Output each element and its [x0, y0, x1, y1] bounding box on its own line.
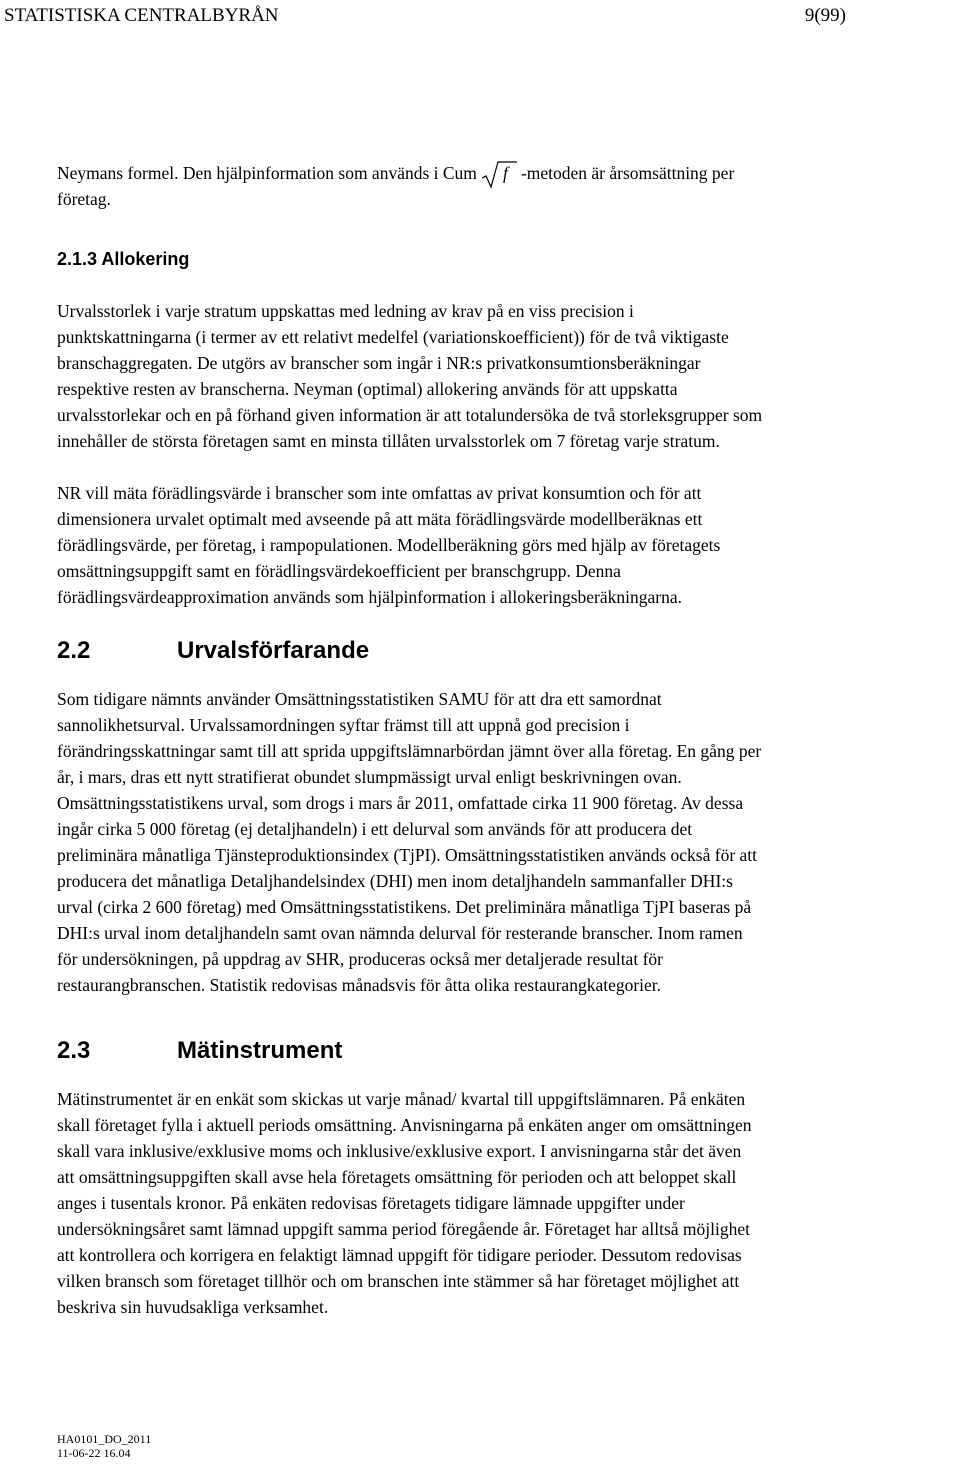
- intro-line-2: företag.: [57, 189, 111, 209]
- section-number: 2.2: [57, 637, 91, 664]
- text-line: urval (cirka 2 600 företag) med Omsättningsstatistikens. Det preliminära månatliga TjPI baseras på: [57, 897, 752, 917]
- text-fragment: De utgörs av branscher som ingår i NR:s privatkonsumtionsberäkningar: [196, 353, 701, 373]
- section-number: 2.3: [57, 1037, 91, 1064]
- text-line: NR vill mäta förädlingsvärde i branscher som inte omfattas av privat konsumtion och för att: [57, 483, 702, 503]
- text-line: Som tidigare nämnts använder Omsättningsstatistiken SAMU för att dra ett samordnat: [57, 689, 662, 709]
- heading-2-3: [57, 1036, 957, 1066]
- text-line: skall företaget fylla i aktuell periods omsättning. Anvisningarna på enkäten anger om omsättningen: [57, 1115, 752, 1135]
- text-line: ingår cirka 5 000 företag (ej detaljhandeln) i ett delurval som används för att producera det: [57, 819, 693, 839]
- text-line: Mätinstrumentet är en enkät som skickas ut varje månad/ kvartal till uppgiftslämnaren. På enkäten: [57, 1089, 746, 1109]
- document-id: HA0101_DO_2011: [57, 1432, 152, 1446]
- allokering-paragraph-2: [57, 480, 957, 610]
- text-line: år, i mars, dras ett nytt stratifierat obundet slumpmässigt urval enligt beskrivningen ovan.: [57, 767, 682, 787]
- organization-name: STATISTISKA CENTRALBYRÅN: [4, 5, 279, 26]
- text-line: Omsättningsstatistikens urval, som drogs i mars år 2011, omfattade cirka 11 900 företag. Av dessa: [57, 793, 744, 813]
- section-title: Mätinstrument: [177, 1037, 343, 1064]
- text-line: vilken bransch som företaget tillhör och om branschen inte stämmer så har företaget möjlighet att: [57, 1271, 740, 1291]
- section-title: Urvalsförfarande: [177, 637, 370, 664]
- text-line: dimensionera urvalet optimalt med avseende på att mäta förädlingsvärde modellberäknas ett: [57, 509, 703, 529]
- print-timestamp: 11-06-22 16.04: [57, 1446, 131, 1460]
- intro-text-after: -metoden är årsomsättning per: [520, 163, 735, 183]
- text-line: punktskattningarna (i termer av ett relativt medelfel (variationskoefficient)) för de två viktigaste: [57, 327, 729, 347]
- text-line: anges i tusentals kronor. På enkäten redovisas företagets tidigare lämnade uppgifter under: [57, 1193, 685, 1213]
- text-line: innehåller de största företagen samt en minsta tillåten urvalsstorlek om 7 företag varje stratum.: [57, 431, 720, 451]
- heading-2-1-3: 2.1.3 Allokering: [57, 249, 190, 269]
- text-line: förändringsskattningar samt till att sprida uppgiftslämnarbördan jämnt över alla företag. En gång per: [57, 741, 762, 761]
- heading-2-2: [57, 636, 957, 666]
- text-fragment: Neyman (optimal) allokering används för att uppskatta: [293, 379, 678, 399]
- text-line: restaurangbranschen. Statistik redovisas månadsvis för åtta olika restaurangkategorier.: [57, 975, 662, 995]
- text-fragment: branschaggregaten.: [57, 353, 193, 373]
- text-line: urvalsstorlekar och en på förhand given information är att totalundersöka de två storleksgrupper som: [57, 405, 763, 425]
- text-line: att kontrollera och korrigera en felaktigt lämnad uppgift för tidigare perioder. Dessutom redovisas: [57, 1245, 742, 1265]
- text-line: att omsättningsuppgiften skall avse hela företagets omsättning för perioden och att beloppet skall: [57, 1167, 737, 1187]
- page-footer: [57, 1432, 151, 1460]
- page-header: [4, 3, 846, 29]
- math-f: f: [502, 163, 508, 183]
- allokering-paragraph-1: [57, 298, 957, 454]
- text-line: undersökningsåret samt lämnad uppgift samma period föregående år. Företaget har alltså möjlighet: [57, 1219, 750, 1239]
- matinstrument-paragraph: [57, 1086, 957, 1320]
- text-line: preliminära månatliga Tjänsteproduktionsindex (TjPI). Omsättningsstatistiken används också för att: [57, 845, 758, 865]
- page-number: 9(99): [804, 5, 846, 26]
- sqrt-f-symbol: [489, 160, 517, 186]
- text-line: [57, 376, 957, 402]
- text-line: för undersökningen, på uppdrag av SHR, produceras också mer detaljerade resultat för: [57, 949, 663, 969]
- text-line: omsättningsuppgift samt en förädlingsvärdekoefficient per branschgrupp. Denna: [57, 561, 621, 581]
- text-line: DHI:s urval inom detaljhandeln samt ovan nämnda delurval för resterande branscher. Inom ramen: [57, 923, 743, 943]
- text-fragment: respektive resten av branscherna.: [57, 379, 290, 399]
- text-line: förädlingsvärdeapproximation används som hjälpinformation i allokeringsberäkningarna.: [57, 587, 682, 607]
- document-body: [57, 160, 957, 1320]
- text-line: producera det månatliga Detaljhandelsindex (DHI) men inom detaljhandeln sammanfaller DHI:s: [57, 871, 733, 891]
- text-line: beskriva sin huvudsakliga verksamhet.: [57, 1297, 329, 1317]
- sqrt-icon: [481, 161, 517, 189]
- text-line: [57, 350, 957, 376]
- text-line: Urvalsstorlek i varje stratum uppskattas med ledning av krav på en viss precision i: [57, 301, 634, 321]
- text-line: skall vara inklusive/exklusive moms och inklusive/exklusive export. I anvisningarna står det även: [57, 1141, 742, 1161]
- urvalsforfarande-paragraph: [57, 686, 957, 998]
- intro-text-before: Neymans formel. Den hjälpinformation som används i Cum: [57, 163, 477, 183]
- intro-line-1: [57, 160, 957, 186]
- text-line: sannolikhetsurval. Urvalssamordningen syftar främst till att uppnå god precision i: [57, 715, 630, 735]
- text-line: förädlingsvärde, per företag, i rampopulationen. Modellberäkning görs med hjälp av företagets: [57, 535, 721, 555]
